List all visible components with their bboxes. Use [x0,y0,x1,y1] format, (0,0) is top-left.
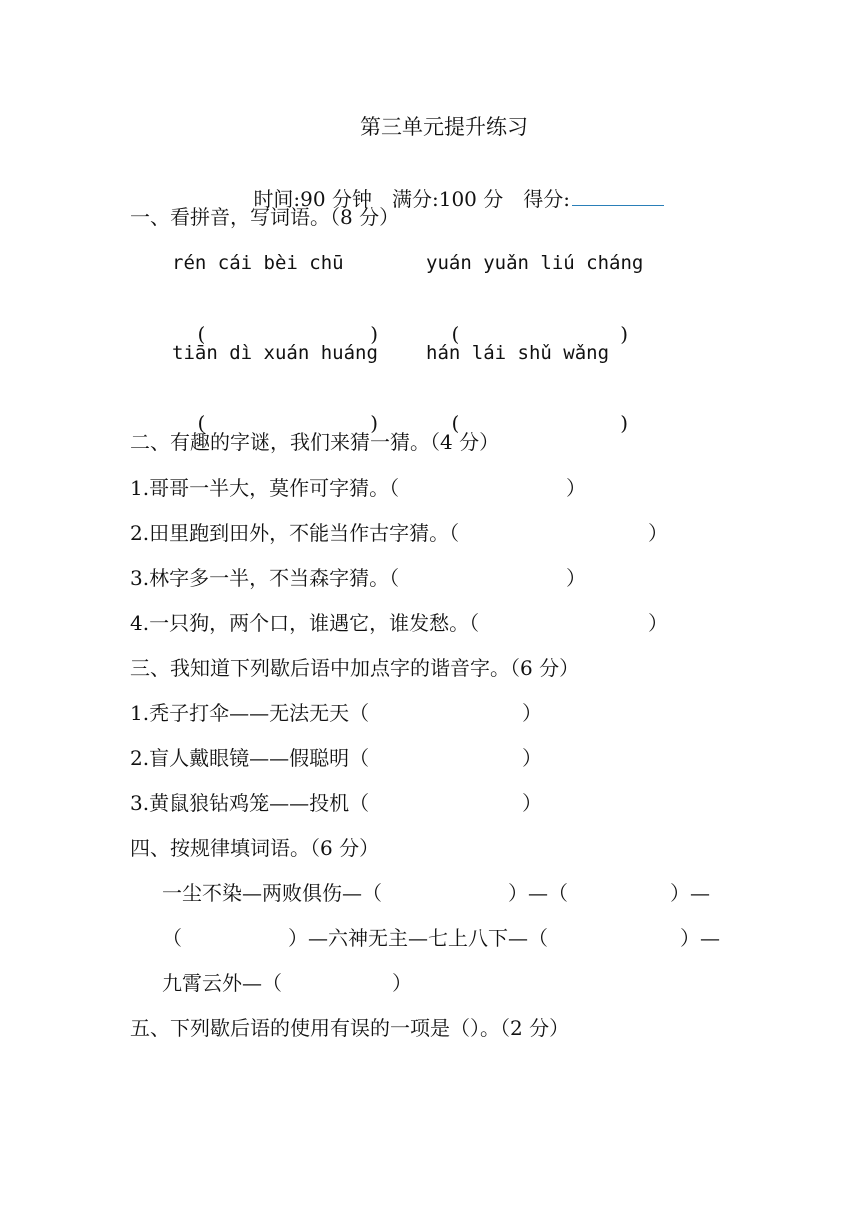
saying-1-close: ） [522,701,542,725]
q2-heading: 二、有趣的字谜，我们来猜一猜。（4 分） [130,430,500,454]
pattern-row1-c: ）— [670,881,710,905]
riddle-4-close: ） [648,611,668,635]
saying-1: 1.秃子打伞——无法无天（ [130,701,370,725]
page-title: 第三单元提升练习 [360,115,528,139]
full-score-label: 满分:100 分 [391,187,504,211]
pattern-row1-a: 一尘不染—两败俱伤—（ [162,881,382,905]
q5-heading: 五、下列歇后语的使用有误的一项是（）。（2 分） [130,1016,570,1040]
saying-3-close: ） [522,791,542,815]
pattern-row2-c: ）— [680,926,720,950]
q3-heading: 三、我知道下列歇后语中加点字的谐音字。（6 分） [130,656,580,680]
riddle-4: 4.一只狗，两个口，谁遇它，谁发愁。（ [130,611,480,635]
riddle-2: 2.田里跑到田外，不能当作古字猜。（ [130,521,460,545]
riddle-1-close: ） [566,476,586,500]
pinyin-3: tiān dì xuán huáng [172,342,378,364]
pinyin-1: rén cái bèi chū [172,252,344,274]
saying-2-close: ） [522,746,542,770]
answer-blank-2[interactable]: ( ) [451,322,628,346]
saying-3: 3.黄鼠狼钻鸡笼——投机（ [130,791,370,815]
pattern-row2-b: ）—六神无主—七上八下—（ [288,926,548,950]
pattern-row1-b: ）—（ [508,881,568,905]
pinyin-2: yuán yuǎn liú cháng [426,252,644,274]
q4-heading: 四、按规律填词语。（6 分） [130,836,380,860]
riddle-3-close: ） [566,566,586,590]
riddle-1: 1.哥哥一半大，莫作可字猜。（ [130,476,400,500]
answer-blank-4[interactable]: ( ) [451,411,628,435]
riddle-2-close: ） [648,521,668,545]
pinyin-4: hán lái shǔ wǎng [426,342,610,364]
score-blank[interactable] [572,185,664,206]
q1-heading: 一、看拼音，写词语。（8 分） [130,205,400,229]
pattern-row3-a: 九霄云外—（ [162,971,282,995]
answer-blank-1[interactable]: ( ) [197,322,378,346]
answer-blank-3[interactable]: ( ) [197,411,378,435]
riddle-3: 3.林字多一半，不当森字猜。（ [130,566,400,590]
saying-2: 2.盲人戴眼镜——假聪明（ [130,746,370,770]
score-label: 得分: [523,187,571,211]
pattern-row3-b: ） [392,971,412,995]
time-label: 时间:90 分钟 [253,187,372,211]
pattern-row2-a: （ [162,926,182,950]
